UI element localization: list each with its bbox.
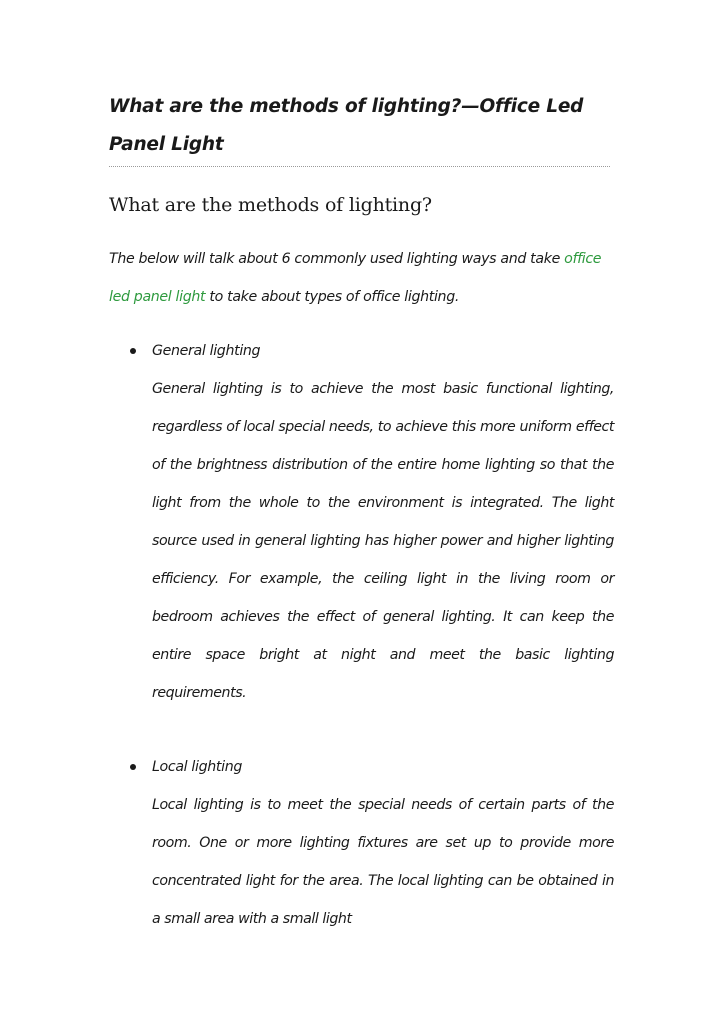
intro-text-before-link: The below will talk about 6 commonly used lighting ways and take xyxy=(109,251,565,267)
list-item-title-general-lighting: General lighting xyxy=(152,343,261,359)
intro-paragraph xyxy=(109,240,614,316)
section-heading: What are the methods of lighting? xyxy=(109,194,432,216)
office-led-panel-light-link[interactable]: office led panel light xyxy=(109,251,602,305)
title-divider xyxy=(109,166,610,167)
bullet-icon xyxy=(130,348,136,354)
list-item-title-local-lighting: Local lighting xyxy=(152,759,243,775)
document-title: What are the methods of lighting?—Office Led Panel Light xyxy=(109,96,584,155)
bullet-icon xyxy=(130,764,136,770)
list-item-body-general-lighting: General lighting is to achieve the most basic functional lighting, regardless of local special needs, to achieve this more uniform effect of the brightness distribution of the entire home lighting so that the light from the whole to the environment is integrated. The light source used in general lighting has higher power and higher lighting efficiency. For example, the ceiling light in the living room or bedroom achieves the effect of general lighting. It can keep the entire space bright at night and meet the basic lighting requirements. xyxy=(152,381,614,701)
intro-text-after-link: to take about types of office lighting. xyxy=(205,289,460,305)
list-item-body-local-lighting: Local lighting is to meet the special needs of certain parts of the room. One or more lighting fixtures are set up to provide more concentrated light for the area. The local lighting can be obtained in a small area with a small light xyxy=(152,797,614,927)
